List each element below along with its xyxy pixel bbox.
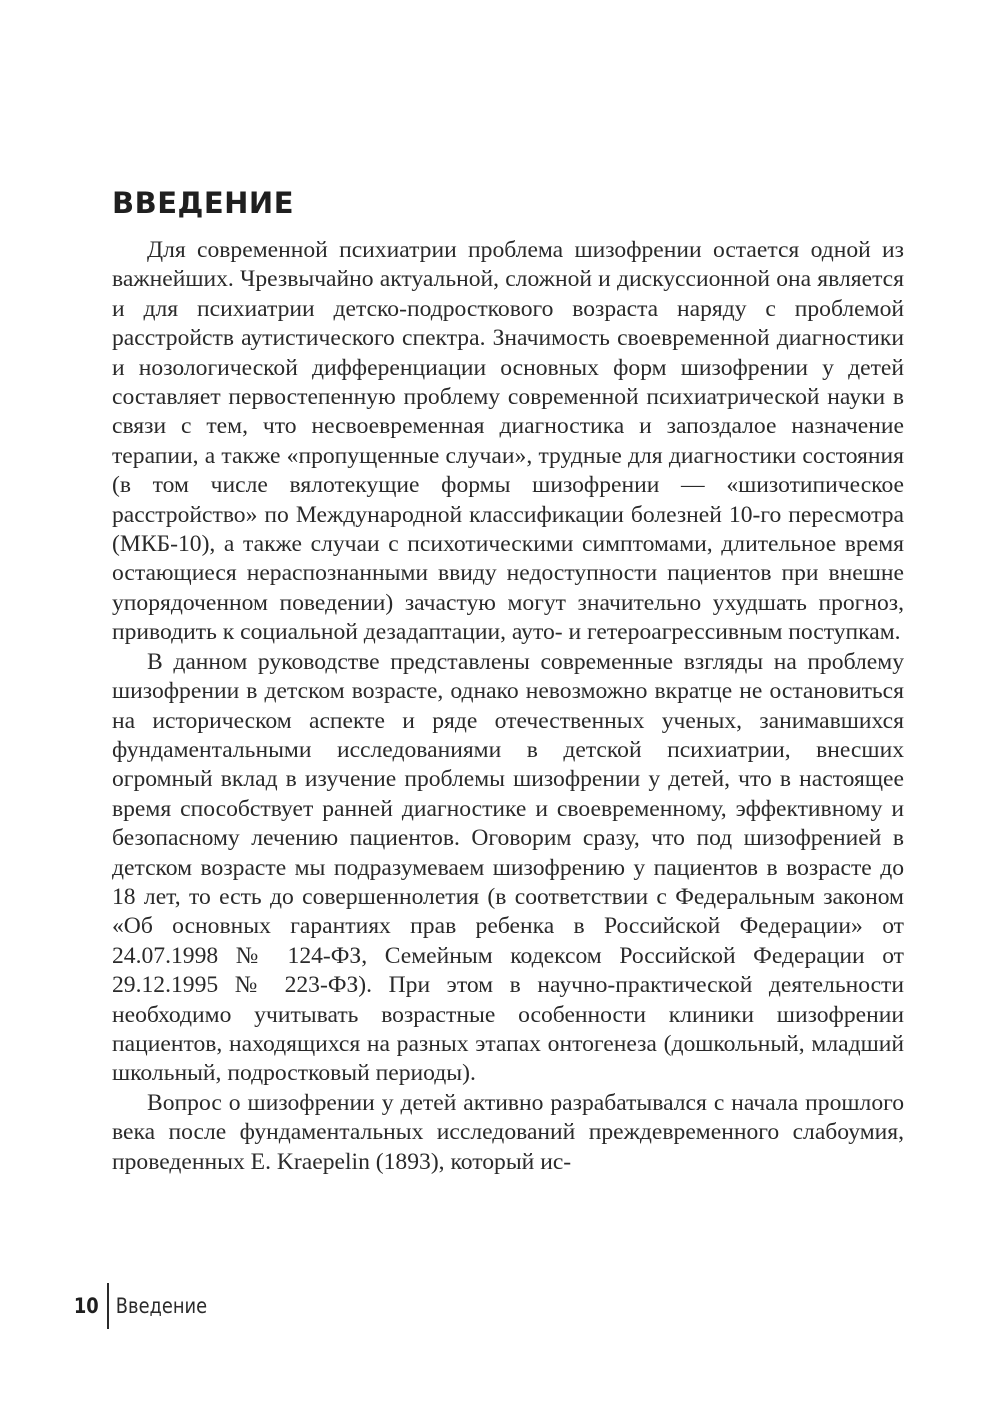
paragraph-2: В данном руководстве представлены современные взгляды на проблему шизофрении в детском возрасте, однако невозможно вкратце не остановиться на историческом аспекте и ряде отечественных ученых, занимавшихся фундаментальными исследованиями в детской психиатрии, внесших огромный вклад в изучение проблемы шизофрении у детей, что в настоящее время способствует ранней диагностике и своевременному, эффективному и безопасному лечению пациентов. Оговорим сразу, что под шизофренией в детском возрасте мы подразумеваем шизофрению у пациентов в возрасте до 18 лет, то есть до совершеннолетия (в соответствии с Федеральным законом «Об основных гарантиях прав ребенка в Российской Федерации» от 24.07.1998 № 124-ФЗ, Семейным кодексом Российской Федерации от 29.12.1995 № 223-ФЗ). При этом в научно-практической деятельности необходимо учитывать возрастные особенности клиники шизофрении пациентов, находящихся на разных этапах онтогенеза (дошкольный, младший школьный, подростковый периоды). <box>112 648 904 1087</box>
paragraph-1: Для современной психиатрии проблема шизофрении остается одной из важнейших. Чрезвычайно актуальной, сложной и дискуссионной она является и для психиатрии детско-подросткового возраста наряду с проблемой расстройств аутистического спектра. Значимость своевременной диагностики и нозологической дифференциации основных форм шизофрении у детей составляет первостепенную проблему современной психиатрической науки в связи с тем, что несвоевременная диагностика и запоздалое назначение терапии, а также «пропущенные случаи», трудные для диагностики состояния (в том числе вялотекущие формы шизофрении — «шизотипическое расстройство» по Международной классификации болезней 10-го пересмотра (МКБ-10), а также случаи с психотическими симптомами, длительное время остающиеся нераспознанными ввиду недоступности пациентов при внешне упорядоченном поведении) зачастую могут значительно ухудшать прогноз, приводить к социальной дезадаптации, ауто- и гетероагрессивным поступкам. <box>112 237 904 646</box>
running-head: Введение <box>116 1294 208 1318</box>
paragraph-3: Вопрос о шизофрении у детей активно разрабатывался с начала прошлого века после фундаментальных исследований преждевременного слабоумия, проведенных E. Kraepelin (1893), который ис- <box>112 1089 904 1175</box>
section-heading: ВВЕДЕНИЕ <box>112 186 295 220</box>
body-text <box>112 236 904 1177</box>
page-number: 10 <box>73 1294 99 1318</box>
page-footer <box>68 1283 225 1329</box>
